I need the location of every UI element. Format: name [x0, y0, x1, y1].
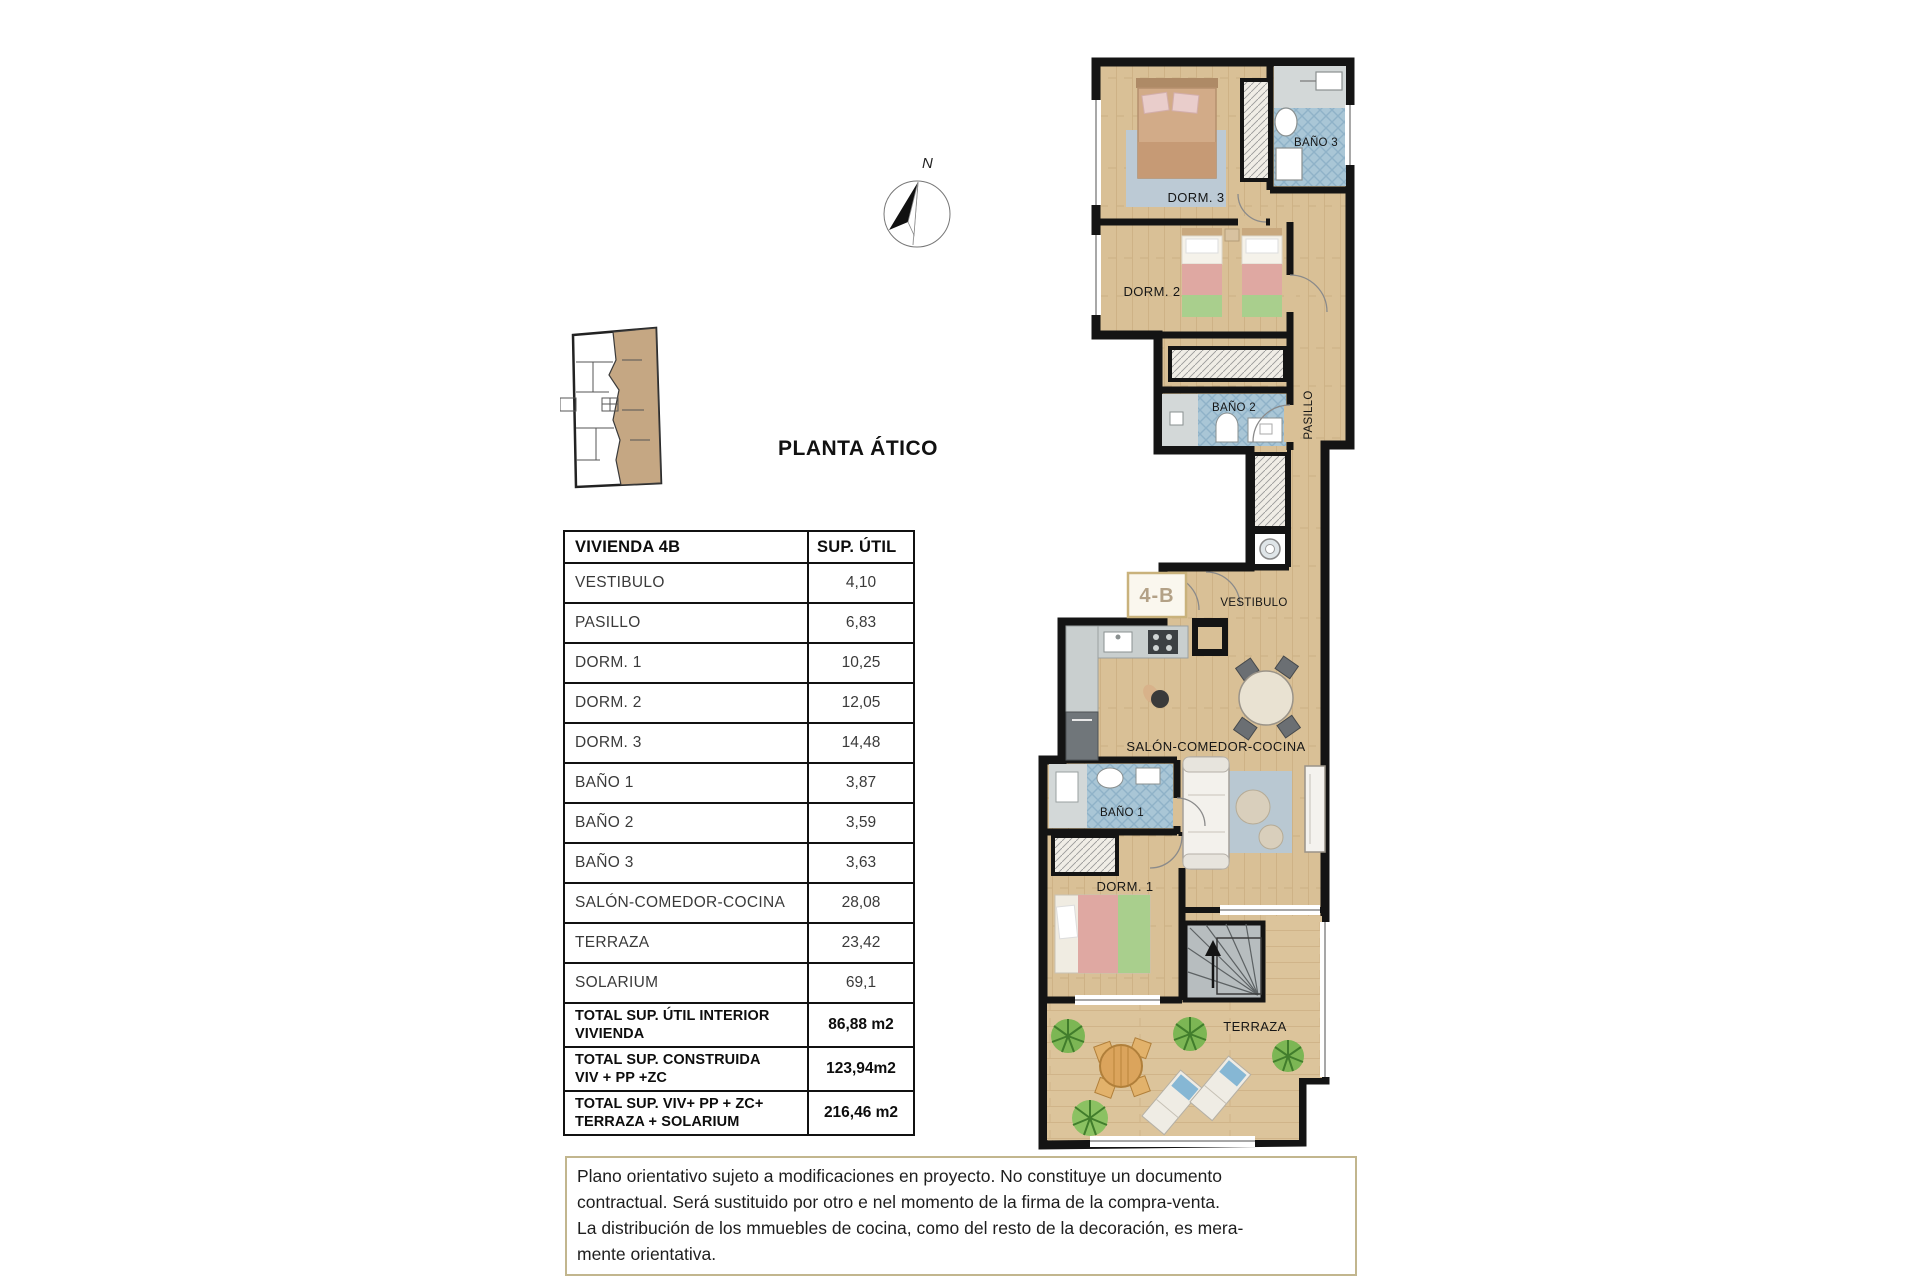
table-row [565, 802, 913, 842]
label-bano1: BAÑO 1 [1100, 807, 1144, 819]
compass-north-label: N [922, 155, 933, 172]
bano1-sink [1097, 768, 1123, 788]
row-label: PASILLO [575, 614, 641, 631]
row-value: 10,25 [807, 644, 913, 682]
dorm3-wardrobe [1242, 80, 1270, 180]
table-row [565, 762, 913, 802]
row-value: 3,87 [807, 764, 913, 802]
unit-badge [1128, 573, 1186, 617]
dorm3-furniture [1126, 78, 1226, 207]
dorm3-blanket [1138, 142, 1216, 178]
total-value: 86,88 m2 [807, 1004, 913, 1046]
unit-badge-label: 4-B [1139, 585, 1175, 607]
dorm2-bed [1182, 228, 1222, 317]
building-overview-map [560, 320, 670, 498]
kitchen-stove [1148, 630, 1178, 654]
row-label: DORM. 2 [575, 694, 642, 711]
coffee-table [1236, 790, 1270, 824]
total-value: 216,46 m2 [807, 1092, 913, 1134]
table-total-row [565, 1046, 913, 1090]
compass [872, 152, 968, 262]
table-row [565, 922, 913, 962]
dorm3-bed-headboard [1136, 78, 1218, 88]
dorm3-pillow [1142, 92, 1169, 113]
label-vestibulo: VESTIBULO [1220, 597, 1288, 609]
table-row [565, 722, 913, 762]
table-row [565, 602, 913, 642]
label-salon: SALÓN-COMEDOR-COCINA [1126, 739, 1306, 754]
dorm1-bed [1055, 895, 1150, 973]
table-row [565, 842, 913, 882]
dorm1-wardrobe [1053, 836, 1117, 874]
total-label [565, 1092, 807, 1134]
row-value: 4,10 [807, 564, 913, 602]
disclaimer-box [565, 1156, 1357, 1276]
table-row [565, 562, 913, 602]
table-total-row [565, 1090, 913, 1134]
table-header-name: VIVIENDA 4B [575, 537, 681, 556]
disclaimer-line: La distribución de los mmuebles de cocina, como del resto de la decoración, es mera- [577, 1218, 1244, 1238]
label-pasillo: PASILLO [1303, 390, 1315, 440]
tv-unit [1305, 766, 1325, 852]
washing-machine [1253, 532, 1287, 566]
row-label: TERRAZA [575, 934, 650, 951]
table-row [565, 642, 913, 682]
row-value: 28,08 [807, 884, 913, 922]
disclaimer-line: contractual. Será sustituido por otro e nel momento de la firma de la compra-venta. [577, 1192, 1220, 1212]
hall-wardrobe [1170, 348, 1285, 380]
row-label: DORM. 1 [575, 654, 642, 671]
total-value: 123,94m2 [807, 1048, 913, 1090]
total-label [565, 1004, 807, 1046]
disclaimer-line: mente orientativa. [577, 1244, 717, 1264]
total-label-line1: TOTAL SUP. VIV+ PP + ZC+ [575, 1096, 764, 1112]
bano2-toilet [1216, 413, 1238, 442]
total-label-line1: TOTAL SUP. CONSTRUIDA [575, 1052, 761, 1068]
bano1-mirror [1136, 768, 1160, 784]
row-value: 12,05 [807, 684, 913, 722]
row-label: DORM. 3 [575, 734, 642, 751]
table-row [565, 882, 913, 922]
dorm3-pillow [1172, 93, 1199, 114]
row-value: 69,1 [807, 964, 913, 1002]
label-bano2: BAÑO 2 [1212, 402, 1256, 414]
corridor-wardrobe [1253, 454, 1287, 528]
row-value: 3,63 [807, 844, 913, 882]
dining-table [1239, 671, 1293, 725]
total-label-line2: VIVIENDA [575, 1026, 645, 1042]
table-row [565, 682, 913, 722]
stairs [1185, 923, 1263, 1000]
sofa [1183, 757, 1229, 869]
coffee-table [1259, 825, 1283, 849]
dorm2-bed [1242, 228, 1282, 317]
table-header-unit: SUP. ÚTIL [807, 532, 913, 562]
areas-table [563, 530, 915, 1136]
total-label-line2: VIV + PP +ZC [575, 1070, 668, 1086]
label-dorm1: DORM. 1 [1096, 879, 1154, 894]
total-label [565, 1048, 807, 1090]
total-label-line1: TOTAL SUP. ÚTIL INTERIOR [575, 1008, 770, 1024]
duct-block [1192, 618, 1228, 656]
row-value: 6,83 [807, 604, 913, 642]
label-bano3: BAÑO 3 [1294, 137, 1338, 149]
total-label-line2: TERRAZA + SOLARIUM [575, 1114, 740, 1130]
floor-plan [1020, 50, 1370, 1160]
unit-highlight [609, 328, 661, 485]
dorm2-nightstand [1225, 229, 1239, 241]
label-terraza: TERRAZA [1223, 1019, 1287, 1034]
row-value: 23,42 [807, 924, 913, 962]
row-label: BAÑO 1 [575, 774, 634, 791]
table-total-row [565, 1002, 913, 1046]
row-label: SOLARIUM [575, 974, 659, 991]
row-label: VESTIBULO [575, 574, 665, 591]
table-row [565, 962, 913, 1002]
table-header-row [565, 532, 913, 562]
disclaimer-line: Plano orientativo sujeto a modificaciones en proyecto. No constituye un documento [577, 1166, 1222, 1186]
row-value: 14,48 [807, 724, 913, 762]
row-value: 3,59 [807, 804, 913, 842]
row-label: BAÑO 2 [575, 814, 634, 831]
row-label: SALÓN-COMEDOR-COCINA [575, 894, 786, 911]
label-dorm3: DORM. 3 [1167, 190, 1225, 205]
row-label: BAÑO 3 [575, 854, 634, 871]
page-title: PLANTA ÁTICO [778, 437, 938, 460]
label-dorm2: DORM. 2 [1123, 284, 1181, 299]
